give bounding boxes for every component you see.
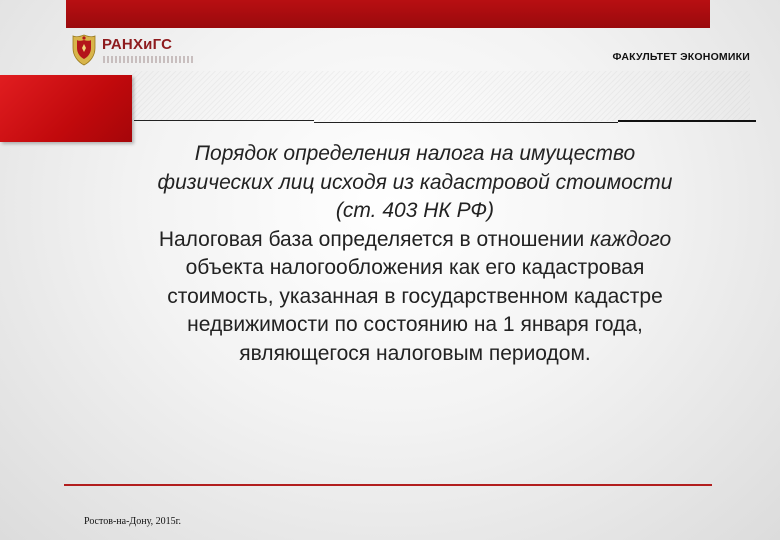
body-line-3: стоимость, указанная в государственном кадастре — [167, 284, 663, 308]
body-line-1 — [100, 226, 730, 255]
body-line-4: недвижимости по состоянию на 1 января года, — [187, 313, 643, 336]
coat-of-arms-emblem-icon — [70, 34, 98, 66]
top-red-bar — [66, 0, 710, 28]
header-divider-left — [134, 120, 314, 121]
body-line-1-text: Налоговая база определяется в отношении — [158, 227, 591, 251]
header-divider-middle — [314, 122, 618, 123]
body-emphasis: каждого — [590, 227, 672, 251]
slide-title-line-3: (ст. 403 НК РФ) — [335, 199, 495, 222]
ranepa-logo — [70, 34, 210, 68]
faculty-label: ФАКУЛЬТЕТ ЭКОНОМИКИ — [612, 51, 750, 63]
slide-title-line-2: физических лиц исходя из кадастровой стоимости — [157, 170, 673, 194]
footer-location-year: Ростов-на-Дону, 2015г. — [84, 516, 182, 527]
logo-subtitle-decoration — [103, 56, 193, 63]
slide-body — [100, 140, 730, 368]
slide-title-line-1: Порядок определения налога на имущество — [194, 142, 636, 165]
footer-divider — [64, 484, 712, 486]
logo-text: РАНХиГС — [102, 36, 173, 53]
body-line-2: объекта налогообложения как его кадастровая — [185, 256, 645, 279]
hatch-decoration — [130, 71, 750, 121]
header-divider-right — [618, 120, 756, 122]
body-line-5: являющегося налоговым периодом. — [239, 341, 591, 365]
left-red-block — [0, 75, 132, 142]
